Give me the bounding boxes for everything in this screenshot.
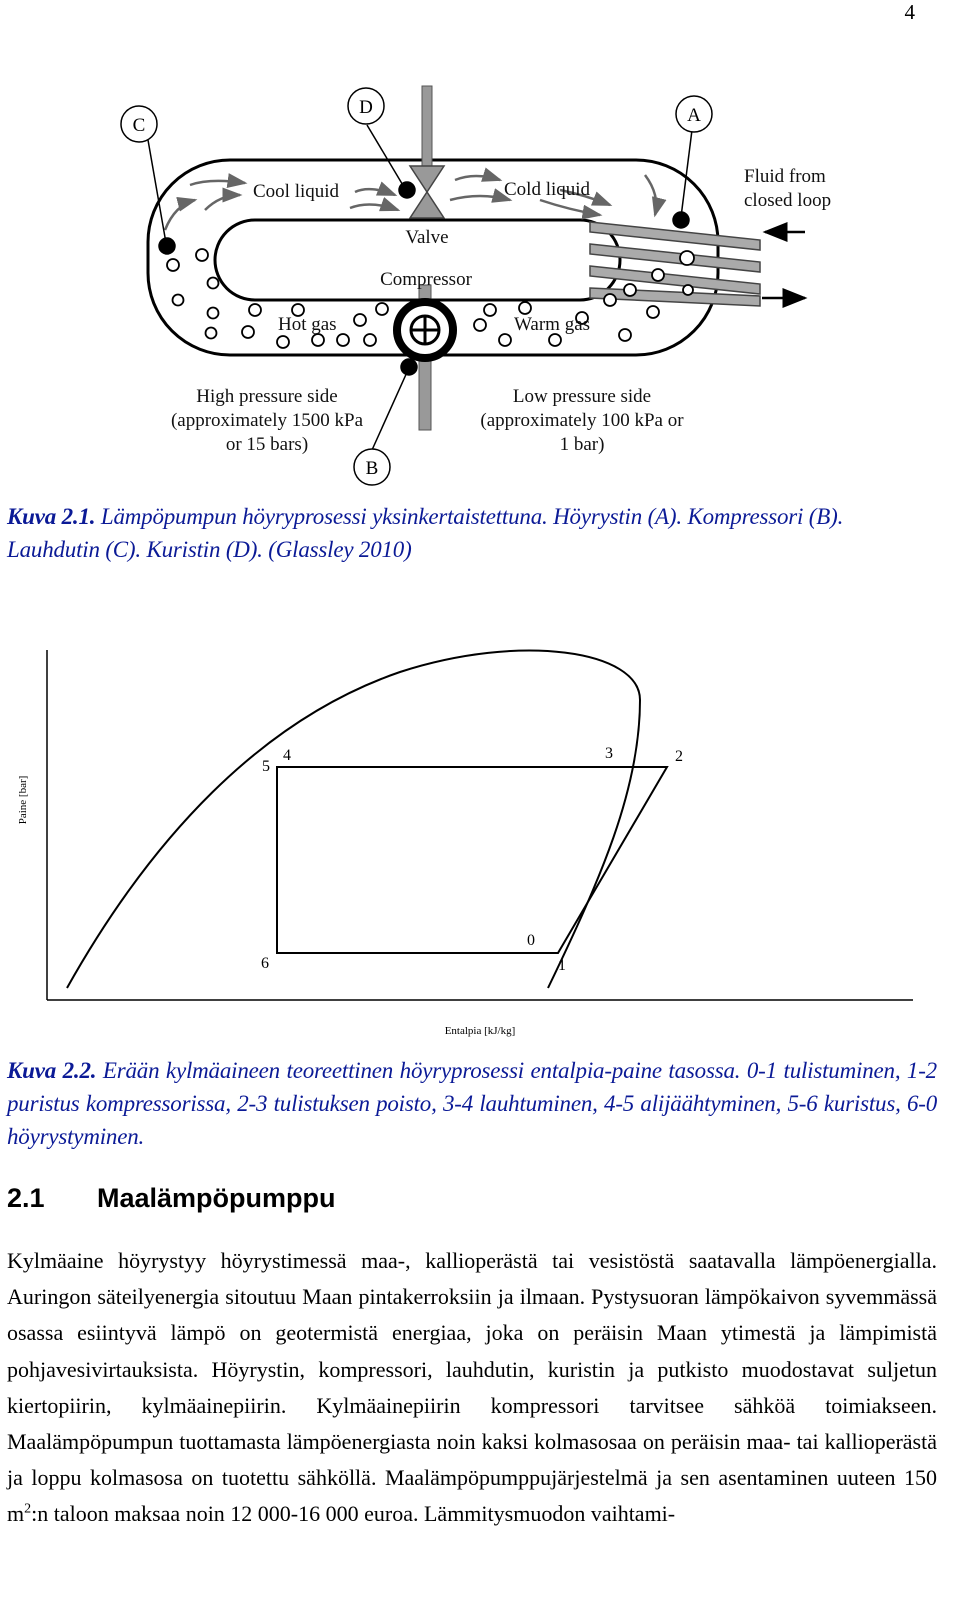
figure2-caption [7,1054,937,1153]
label-cool-liquid: Cool liquid [253,181,340,202]
label-low-line3: 1 bar) [559,434,605,455]
y-axis-label: Paine [bar] [17,775,29,825]
body-text-superscript: 2 [24,1502,32,1518]
figure1-caption [7,500,937,566]
heat-exchanger-pipes [590,222,760,306]
cycle-path [277,767,667,953]
label-high-line1: High pressure side [196,386,338,407]
callout-b [354,449,390,485]
point-label-6: 6 [261,955,269,972]
page-number: 4 [904,0,915,24]
figure1-caption-text: Lämpöpumpun höyryprosessi yksinkertaistettuna. Höyrystin (A). Kompressori (B). Lauhdutin (C). Kuristin (D). (Glassley 2010) [7,504,844,562]
point-label-2: 2 [675,748,683,765]
label-valve: Valve [405,227,449,248]
label-low-line2: (approximately 100 kPa or [480,410,684,431]
label-fluid-line2: closed loop [744,190,832,211]
label-high-line3: or 15 bars) [225,434,309,455]
figure1-caption-label: Kuva 2.1. [7,504,96,529]
section-heading [7,1183,336,1214]
point-label-1: 1 [558,957,566,974]
point-label-5: 5 [262,758,270,775]
compressor [397,285,453,430]
label-cold-liquid: Cold liquid [504,179,591,200]
point-label-4: 4 [283,747,291,764]
label-low-line1: Low pressure side [512,386,652,407]
pressure-enthalpy-diagram [0,640,960,1040]
label-warm-gas: Warm gas [514,314,591,335]
svg-text:B: B [365,458,379,479]
figure2-caption-text: Erään kylmäaineen teoreettinen höyryprosessi entalpia-paine tasossa. 0-1 tulistuminen, 1-2 puristus kompressorissa, 2-3 tulistuksen poisto, 3-4 lauhtuminen, 4-5 alijäähtyminen, 5-6 kuristus, 6-0 höyrystyminen. [7,1058,937,1149]
saturation-dome [67,651,640,988]
label-high-line2: (approximately 1500 kPa [170,410,364,431]
section-number: 2.1 [7,1183,45,1213]
svg-text:D: D [359,97,373,118]
valve [410,86,444,218]
section-title: Maalämpöpumppu [97,1183,336,1213]
label-compressor: Compressor [380,269,472,290]
point-label-0: 0 [527,932,535,949]
body-text-tail: :n taloon maksaa noin 12 000-16 000 euroa. Lämmitysmuodon vaihtami- [31,1501,676,1527]
callout-a [676,96,712,132]
callout-d [348,88,384,124]
section-body [7,1243,937,1533]
point-label-3: 3 [605,745,613,762]
heat-pump-diagram [110,78,850,498]
label-fluid-line1: Fluid from [744,166,826,187]
figure2-caption-label: Kuva 2.2. [7,1058,97,1083]
x-axis-label: Entalpia [kJ/kg] [444,1025,516,1037]
body-text-main: Kylmäaine höyrystyy höyrystimessä maa-, kallioperästä tai vesistöstä saatavalla lämpöenergialla. Auringon säteilyenergia sitoutuu Maan pintakerroksiin ja ilmaan. Pystysuoran lämpökaivon syvemmässä osassa esiintyvä lämpö on geotermistä energiaa, joka on peräisin Maan ytimestä ja lämpimistä pohjavesivirtauksista. Höyrystin, kompressori, lauhdutin, kuristin ja putkisto muodostavat suljetun kiertopiirin, kylmäainepiirin. Kylmäainepiirin kompressori tarvitsee sähköä toimiakseen. Maalämpöpumpun tuottamasta lämpöenergiasta noin kaksi kolmasosaa on peräisin maa- tai kallioperästä ja loppu kolmasosa on tuotettu sähköllä. Maalämpöpumppujärjestelmä ja sen asentaminen uuteen 150 m [7,1248,937,1527]
svg-text:C: C [132,115,146,136]
label-hot-gas: Hot gas [278,314,337,335]
callout-c [121,106,157,142]
svg-text:A: A [687,105,701,126]
